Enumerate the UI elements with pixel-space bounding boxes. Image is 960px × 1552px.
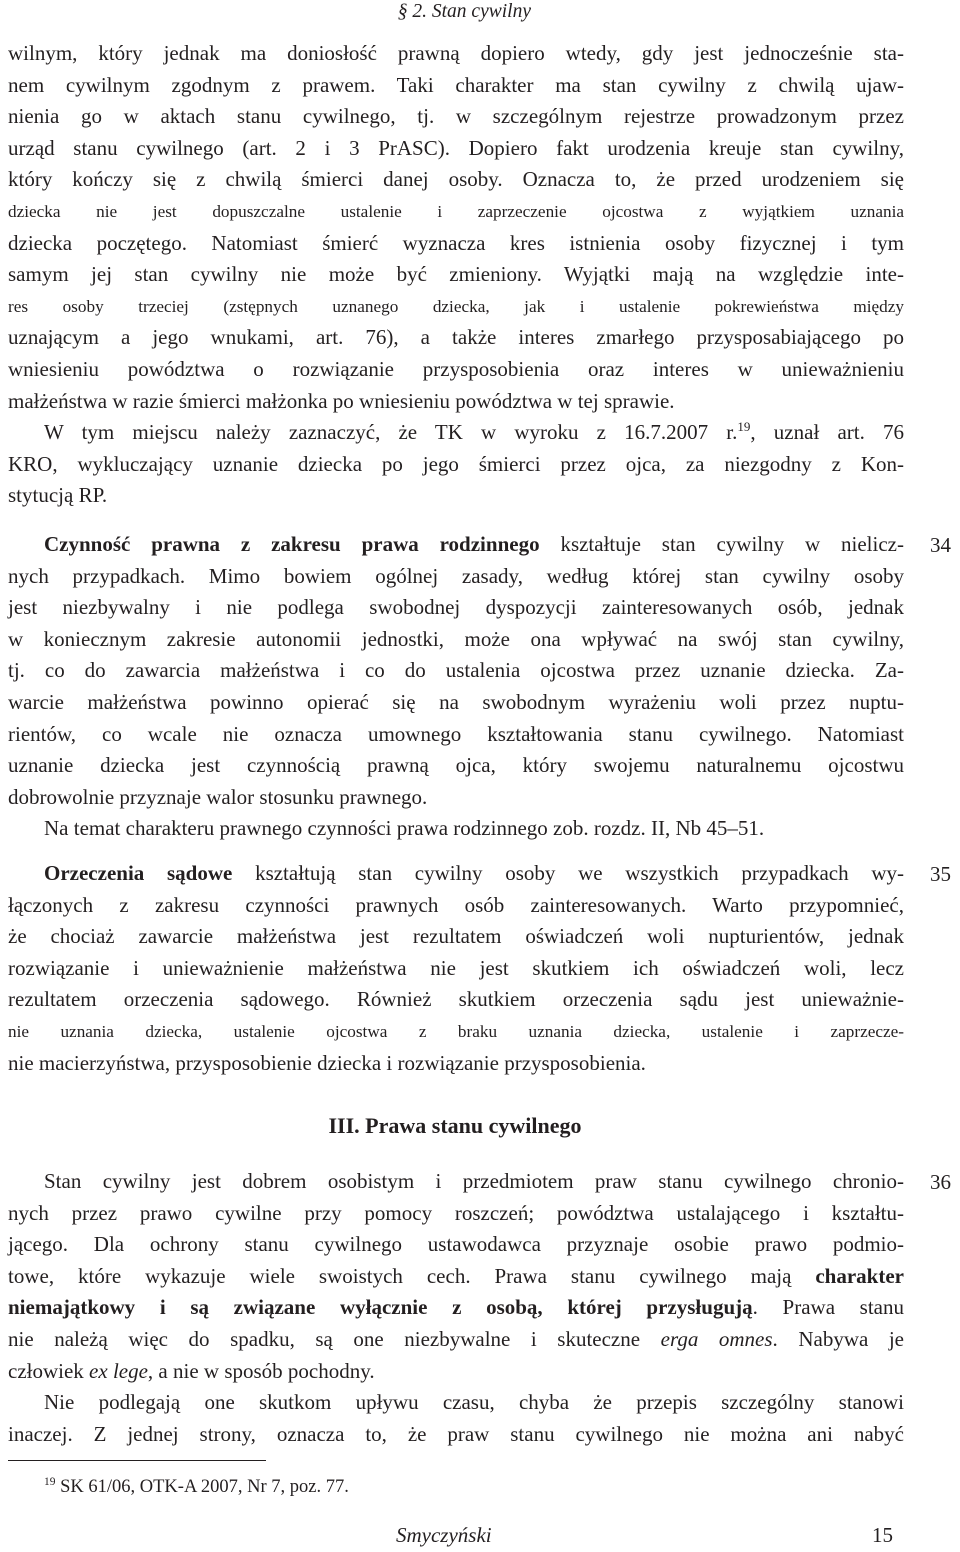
text-line: że chociaż zawarcie małżeństwa jest rezultatem oświadczeń woli nupturientów, jednak <box>8 924 904 949</box>
paragraph-continuation <box>8 38 904 417</box>
text-line: nie należą więc do spadku, są one niezbywalne i skuteczne erga omnes. Nabywa je <box>8 1326 905 1351</box>
text-line: uznającym a jego wnukami, art. 76), a także interes zmarłego przysposabiającego po <box>8 325 904 350</box>
margin-number: 34 <box>930 533 951 557</box>
text-line: łączonych z zakresu czynności prawnych osób zainteresowanych. Warto przypomnieć, <box>8 892 904 917</box>
text-line: Stan cywilny jest dobrem osobistym i przedmiotem praw stanu cywilnego chronio- <box>44 1169 904 1193</box>
text-line: tj. co do zawarcia małżeństwa i co do ustalenia ojcostwa przez uznanie dziecka. Za- <box>8 658 904 683</box>
text-line: warcie małżeństwa powinno opierać się na swobodnym wyrażeniu woli przez nuptu- <box>8 689 904 714</box>
text-line: dziecka nie jest dopuszczalne ustalenie i zaprzeczenie ojcostwa z wyjątkiem uznania <box>8 201 904 221</box>
paragraph-tk-ruling <box>8 417 904 512</box>
paragraph-section-36 <box>8 1166 904 1450</box>
text-line: małżeństwa w razie śmierci małżonka po wniesieniu powództwa w tej sprawie. <box>8 388 675 413</box>
text-line: res osoby trzeciej (zstępnych uznanego dziecka, jak i ustalenie pokrewieństwa między <box>8 296 904 316</box>
page-number: 15 <box>872 1523 893 1547</box>
text-line: Orzeczenia sądowe kształtują stan cywilny osoby we wszystkich przypadkach wy- <box>44 861 904 885</box>
paragraph-section-34 <box>8 529 904 845</box>
text-line: który kończy się z chwilą śmierci danej osoby. Oznacza to, że przed urodzeniem się <box>8 167 904 192</box>
text-line: uznanie dziecka jest czynnością prawną ojca, który swojemu naturalnemu ojcostwu <box>8 753 904 778</box>
text-line: jącego. Dla ochrony stanu cywilnego ustawodawca przyznaje osobie prawo podmio- <box>8 1232 904 1257</box>
text-line: nych przez prawo cywilne przy pomocy roszczeń; powództwa ustalającego i kształtu- <box>8 1200 904 1225</box>
bold-lead: Orzeczenia sądowe <box>44 861 233 885</box>
text-line: KRO, wykluczający uznanie dziecka po jego śmierci przez ojca, za niezgodny z Kon- <box>8 451 904 476</box>
text-line: dziecka poczętego. Natomiast śmierć wyznacza kres istnienia osoby fizycznej i tym <box>8 230 904 255</box>
paragraph-section-35 <box>8 858 904 1079</box>
margin-number: 35 <box>930 862 951 886</box>
text-line: Czynność prawna z zakresu prawa rodzinnego kształtuje stan cywilny w nielicz- <box>44 532 904 556</box>
text-line: towe, które wykazuje wiele swoistych cech. Prawa stanu cywilnego mają charakter <box>8 1263 904 1288</box>
text-line: rezultatem orzeczenia sądowego. Również skutkiem orzeczenia sądu jest unieważnie- <box>8 987 904 1012</box>
text-line: nych przypadkach. Mimo bowiem ogólnej zasady, według której stan cywilny osoby <box>8 563 904 588</box>
cross-reference: Na temat charakteru prawnego czynności prawa rodzinnego zob. rozdz. II, Nb 45–51. <box>44 816 765 841</box>
text-line: inaczej. Z jednej strony, oznacza to, że praw stanu cywilnego nie można ani nabyć <box>8 1421 904 1446</box>
text-line: wniesieniu powództwa o rozwiązanie przysposobienia oraz interes w unieważnieniu <box>8 356 904 381</box>
text-line: jest niezbywalny i nie podlega swobodnej dyspozycji zainteresowanych osób, jednak <box>8 595 904 620</box>
text-line: dobrowolnie przyznaje walor stosunku prawnego. <box>8 784 428 809</box>
text-line: urząd stanu cywilnego (art. 2 i 3 PrASC). Dopiero fakt urodzenia kreuje stan cywilny, <box>8 135 904 160</box>
footnote-separator <box>8 1460 266 1461</box>
text-line: Nie podlegają one skutkom upływu czasu, chyba że przepis szczególny stanowi <box>44 1390 904 1415</box>
footnote: $^{19}$ SK 61/06, OTK-A 2007, Nr 7, poz. 77. <box>44 1476 349 1497</box>
running-header: § 2. Stan cywilny <box>397 1 531 22</box>
text-line: rientów, co wcale nie oznacza umownego kształtowania stanu cywilnego. Natomiast <box>8 721 904 746</box>
bold-lead: Czynność prawna z zakresu prawa rodzinnego <box>44 532 540 556</box>
footnote-number: 19 <box>44 1476 56 1489</box>
footer-author: Smyczyński <box>396 1523 492 1547</box>
text-line: nem cywilnym zgodnym z prawem. Taki charakter ma stan cywilny z chwilą ujaw- <box>8 72 904 97</box>
text-line: rozwiązanie i unieważnienie małżeństwa nie jest skutkiem ich oświadczeń woli, lecz <box>8 955 904 980</box>
text-line: W tym miejscu należy zaznaczyć, że TK w wyroku z 16.7.2007 r.$^{19}$, uznał art. 76 <box>44 419 904 444</box>
section-heading: III. Prawa stanu cywilnego <box>328 1113 582 1138</box>
text-line: niemajątkowy i są związane wyłącznie z osobą, której przysługują. Prawa stanu <box>8 1295 905 1320</box>
text-line: stytucją RP. <box>8 483 108 508</box>
margin-number: 36 <box>930 1170 951 1194</box>
text-line: nie uznania dziecka, ustalenie ojcostwa z braku uznania dziecka, ustalenie i zaprzecze- <box>8 1021 904 1041</box>
text-line: wilnym, który jednak ma doniosłość prawną dopiero wtedy, gdy jest jednocześnie sta- <box>8 41 904 65</box>
text-line: nie macierzyństwa, przysposobienie dziecka i rozwiązanie przysposobienia. <box>8 1050 646 1075</box>
text-line: w koniecznym zakresie autonomii jednostki, może ona wpływać na swój stan cywilny, <box>8 626 904 651</box>
text-line: człowiek ex lege, a nie w sposób pochodny. <box>8 1358 375 1383</box>
text-line: samym jej stan cywilny nie może być zmieniony. Wyjątki mają na względzie inte- <box>8 262 904 287</box>
text-line: nienia go w aktach stanu cywilnego, tj. w szczególnym rejestrze prowadzonym przez <box>8 104 904 129</box>
footnote-reference[interactable]: 19 <box>737 419 751 435</box>
